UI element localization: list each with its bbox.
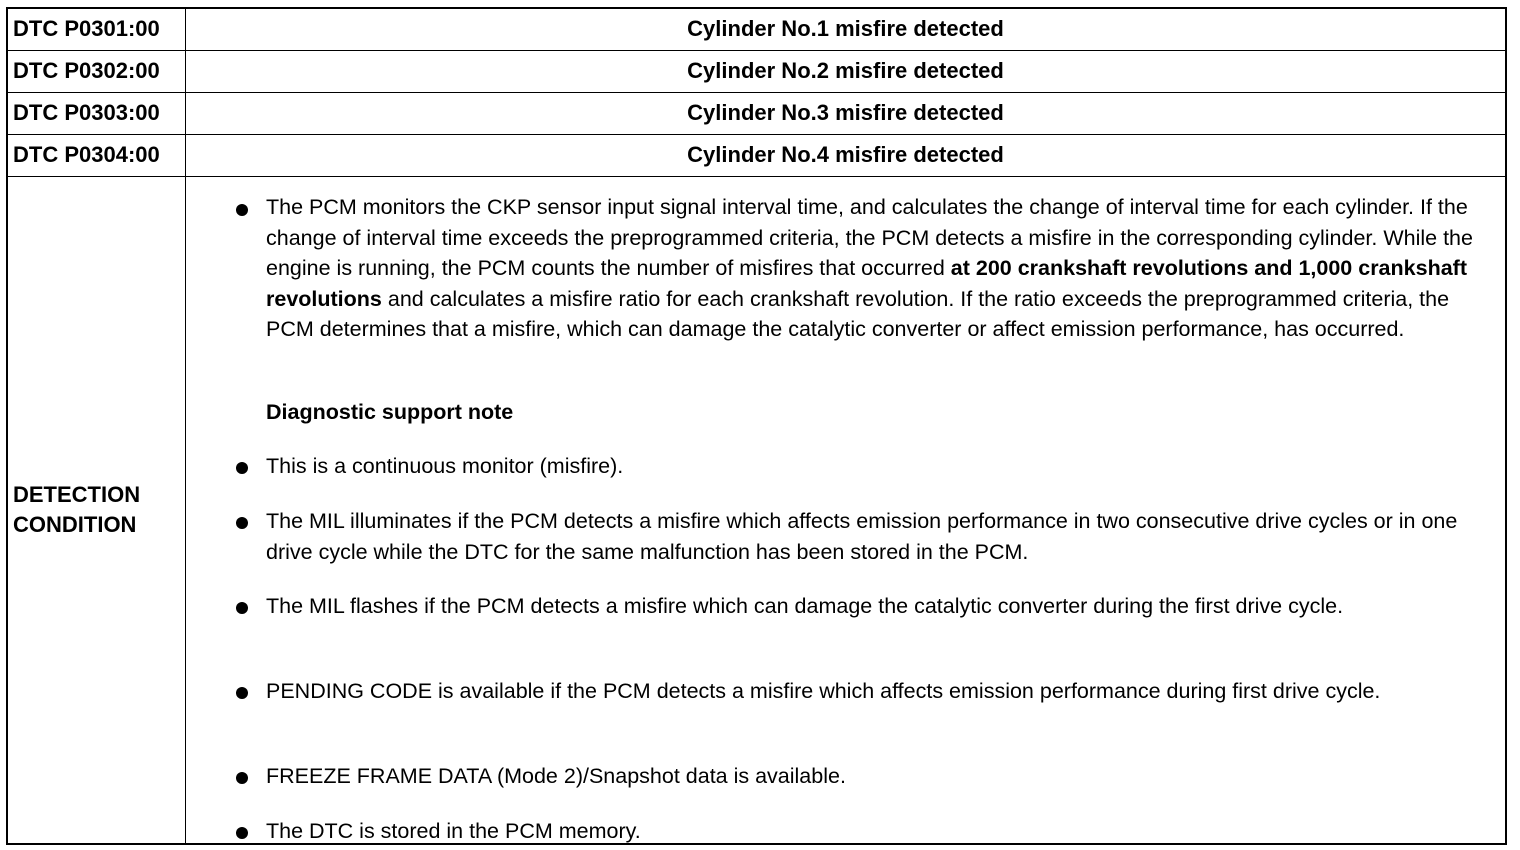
list-item: The MIL illuminates if the PCM detects a misfire which affects emission performance in two consecutive drive cycles or in one drive cycle while the DTC for the same malfunction has been stored in the PCM. <box>266 509 1458 564</box>
list-item: This is a continuous monitor (misfire). <box>266 454 624 478</box>
bullet-icon <box>236 517 248 529</box>
note-title: Diagnostic support note <box>266 400 514 424</box>
list-item: PENDING CODE is available if the PCM detects a misfire which affects emission performance during first drive cycle. <box>266 679 1381 703</box>
bullet-icon <box>236 687 248 699</box>
label-line: CONDITION <box>13 512 137 537</box>
dtc-row <box>8 135 1505 177</box>
list-item: FREEZE FRAME DATA (Mode 2)/Snapshot data is available. <box>266 764 846 788</box>
dtc-description: Cylinder No.3 misfire detected <box>687 100 1004 125</box>
list-item: The DTC is stored in the PCM memory. <box>266 819 641 843</box>
dtc-description: Cylinder No.4 misfire detected <box>687 142 1004 167</box>
bullet-icon <box>236 204 248 216</box>
dtc-row <box>8 9 1505 51</box>
dtc-row <box>8 51 1505 93</box>
intro-bold-text: at 200 crankshaft revolutions and 1,000 crankshaft revolutions <box>266 256 1467 311</box>
list-item: The MIL flashes if the PCM detects a misfire which can damage the catalytic converter during the first drive cycle. <box>266 594 1344 618</box>
dtc-description: Cylinder No.1 misfire detected <box>687 16 1004 41</box>
bullet-icon <box>236 602 248 614</box>
intro-text: and calculates a misfire ratio for each crankshaft revolution. If the ratio exceeds the preprogrammed criteria, the PCM determines that a misfire, which can damage the catalytic converter or affect emission performance, has occurred. <box>266 286 1450 341</box>
bullet-icon <box>236 462 248 474</box>
dtc-description: Cylinder No.2 misfire detected <box>687 58 1004 83</box>
intro-text: The PCM monitors the CKP sensor input signal interval time, and calculates the change of interval time for each cylinder. If the change of interval time exceeds the preprogrammed criteria, the PCM detects a misfire in the corresponding cylinder. While the engine is running, the PCM counts the number of misfires that occurred <box>266 195 1473 280</box>
bullet-icon <box>236 827 248 839</box>
dtc-code: DTC P0304:00 <box>8 135 186 176</box>
label-line: DETECTION <box>13 482 141 507</box>
detection-condition-content <box>186 177 1505 843</box>
dtc-row <box>8 93 1505 135</box>
dtc-code: DTC P0301:00 <box>8 9 186 50</box>
dtc-code: DTC P0303:00 <box>8 93 186 134</box>
bullet-icon <box>236 772 248 784</box>
intro-paragraph <box>266 192 1496 345</box>
dtc-table <box>6 7 1507 845</box>
dtc-code: DTC P0302:00 <box>8 51 186 92</box>
detection-condition-label <box>8 480 163 540</box>
detection-condition-label-cell <box>8 177 186 843</box>
detection-condition-row <box>8 177 1505 843</box>
